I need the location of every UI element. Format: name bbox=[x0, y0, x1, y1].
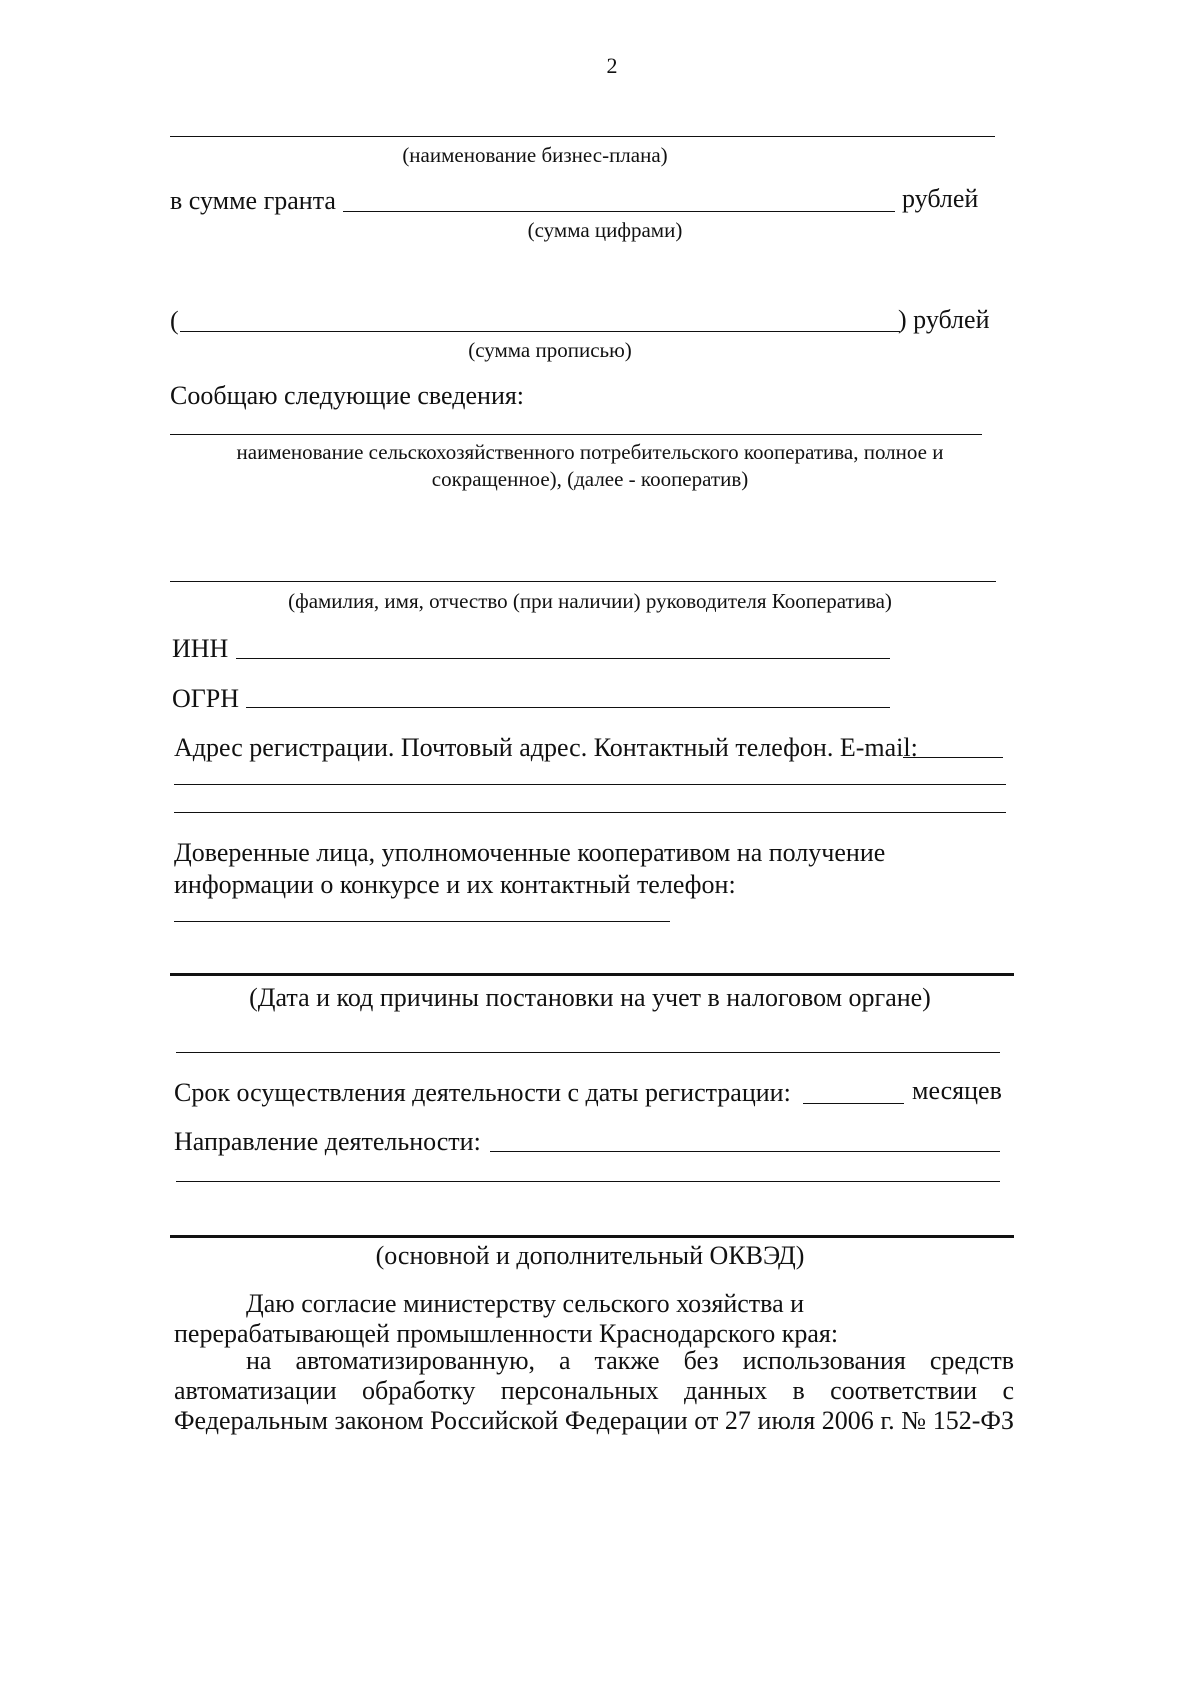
grant-sum-words-open-paren: ( bbox=[170, 306, 179, 335]
tax-registration-field[interactable] bbox=[170, 973, 1014, 976]
trusted-persons-field[interactable] bbox=[174, 921, 670, 922]
activity-direction-field[interactable] bbox=[490, 1151, 1000, 1152]
grant-sum-field[interactable] bbox=[343, 211, 895, 212]
grant-sum-label: в сумме гранта bbox=[170, 186, 336, 215]
okved-caption: (основной и дополнительный ОКВЭД) bbox=[375, 1241, 805, 1270]
info-intro: Сообщаю следующие сведения: bbox=[170, 381, 525, 410]
trusted-persons-line1: Доверенные лица, уполномоченные кооперативом на получение bbox=[174, 838, 886, 867]
address-field-line2[interactable] bbox=[174, 784, 1006, 785]
page-number: 2 bbox=[606, 53, 618, 78]
cooperative-name-caption-line1: наименование сельскохозяйственного потребительского кооператива, полное и bbox=[236, 440, 944, 464]
inn-field[interactable] bbox=[236, 658, 890, 659]
trusted-persons-line2: информации о конкурсе и их контактный телефон: bbox=[174, 870, 736, 899]
consent-paragraph-1: Даю согласие министерству сельского хозяйства и перерабатывающей промышленности Краснодарского края: bbox=[174, 1289, 839, 1348]
address-field-line3[interactable] bbox=[174, 812, 1006, 813]
head-name-field[interactable] bbox=[170, 581, 996, 582]
activity-term-field[interactable] bbox=[803, 1103, 904, 1104]
consent-paragraph-2-line1: на автоматизированную, а также без использования средств bbox=[246, 1346, 1014, 1375]
grant-sum-unit: рублей bbox=[902, 184, 979, 213]
address-field-inline[interactable] bbox=[903, 757, 1003, 758]
business-plan-field[interactable] bbox=[170, 136, 995, 137]
inn-label: ИНН bbox=[172, 634, 229, 663]
business-plan-caption: (наименование бизнес-плана) bbox=[402, 143, 668, 167]
grant-sum-words-caption: (сумма прописью) bbox=[468, 338, 632, 362]
grant-sum-words-unit: ) рублей bbox=[898, 305, 990, 334]
cooperative-name-field[interactable] bbox=[170, 434, 982, 435]
address-label: Адрес регистрации. Почтовый адрес. Контактный телефон. E-mail: bbox=[174, 733, 918, 762]
okved-field[interactable] bbox=[170, 1235, 1014, 1238]
tax-registration-field-line2[interactable] bbox=[176, 1052, 1000, 1053]
activity-direction-label: Направление деятельности: bbox=[174, 1127, 481, 1156]
grant-sum-caption: (сумма цифрами) bbox=[527, 218, 683, 242]
activity-direction-field-line2[interactable] bbox=[176, 1181, 1000, 1182]
consent-paragraph-2-line2: автоматизации обработку персональных данных в соответствии с bbox=[174, 1376, 1014, 1405]
grant-sum-words-field[interactable] bbox=[180, 331, 900, 332]
tax-registration-caption: (Дата и код причины постановки на учет в налоговом органе) bbox=[249, 983, 931, 1012]
head-name-caption: (фамилия, имя, отчество (при наличии) руководителя Кооператива) bbox=[288, 589, 892, 613]
activity-term-unit: месяцев bbox=[912, 1076, 1002, 1105]
cooperative-name-caption-line2: сокращенное), (далее - кооператив) bbox=[431, 467, 749, 491]
consent-paragraph-2-line3: Федеральным законом Российской Федерации от 27 июля 2006 г. № 152-ФЗ bbox=[174, 1406, 1014, 1435]
ogrn-field[interactable] bbox=[246, 707, 890, 708]
activity-term-label: Срок осуществления деятельности с даты регистрации: bbox=[174, 1078, 791, 1107]
ogrn-label: ОГРН bbox=[172, 684, 240, 713]
